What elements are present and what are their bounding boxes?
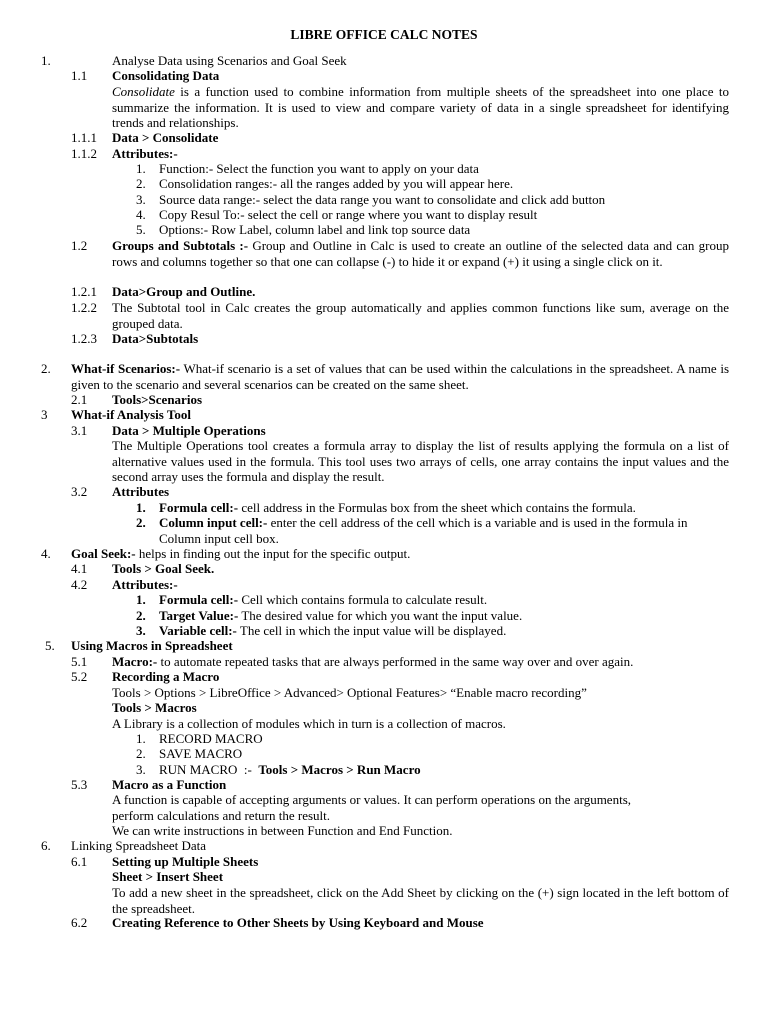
section-4-1-heading: Tools > Goal Seek. bbox=[112, 561, 215, 576]
list-item-number: 2. bbox=[136, 746, 146, 761]
section-4-2-number: 4.2 bbox=[71, 577, 88, 592]
section-4-number: 4. bbox=[41, 546, 51, 561]
section-5-2-heading: Recording a Macro bbox=[112, 669, 220, 684]
list-item-number: 5. bbox=[136, 222, 146, 237]
section-5-number: 5. bbox=[45, 638, 55, 653]
list-item-text bbox=[159, 623, 506, 639]
list-item-text: Options:- Row Label, column label and link top source data bbox=[159, 222, 471, 237]
section-1-1-1-number: 1.1.1 bbox=[71, 130, 97, 145]
run-macro-text: RUN MACRO :- bbox=[159, 762, 259, 777]
formula-cell-text: cell address in the Formulas box from the sheet which contains the formula. bbox=[238, 500, 636, 515]
section-5-1-line bbox=[112, 654, 633, 670]
section-1-heading: Analyse Data using Scenarios and Goal Seek bbox=[112, 53, 347, 68]
section-6-2-number: 6.2 bbox=[71, 915, 88, 930]
section-1-1-number: 1.1 bbox=[71, 68, 88, 83]
section-1-2-2-number: 1.2.2 bbox=[71, 300, 97, 315]
groups-subtotals-heading: Groups and Subtotals :- bbox=[112, 238, 249, 253]
formula-cell-label: Formula cell:- bbox=[159, 592, 239, 607]
list-item-text bbox=[159, 500, 636, 516]
section-6-1-heading: Setting up Multiple Sheets bbox=[112, 854, 259, 869]
goal-seek-text: helps in finding out the input for the specific output. bbox=[135, 546, 411, 561]
section-3-1-heading: Data > Multiple Operations bbox=[112, 423, 266, 438]
list-item-number: 3. bbox=[136, 762, 146, 777]
list-item-number: 2. bbox=[136, 515, 146, 530]
list-item-text: SAVE MACRO bbox=[159, 746, 243, 761]
macro-text: to automate repeated tasks that are always performed in the same way over and over again. bbox=[157, 654, 634, 669]
library-description: A Library is a collection of modules which in turn is a collection of macros. bbox=[112, 716, 506, 731]
section-3-2-number: 3.2 bbox=[71, 484, 88, 499]
tools-macros-path: Tools > Macros bbox=[112, 700, 197, 715]
page-title: LIBRE OFFICE CALC NOTES bbox=[290, 27, 478, 42]
formula-cell-text: Cell which contains formula to calculate result. bbox=[238, 592, 488, 607]
list-item-text: Copy Resul To:- select the cell or range where you want to display result bbox=[159, 207, 538, 222]
macro-heading: Macro:- bbox=[112, 654, 158, 669]
list-item-text bbox=[159, 762, 421, 778]
list-item-text bbox=[159, 592, 487, 608]
section-5-2-number: 5.2 bbox=[71, 669, 88, 684]
what-if-scenarios-text: What-if scenario is a set of values that can be used within the calculations in the spreadsheet. A name is given to the scenario and several scenarios can be created on the same sheet. bbox=[71, 361, 730, 392]
section-3-heading: What-if Analysis Tool bbox=[71, 407, 191, 422]
section-1-2-3-heading: Data>Subtotals bbox=[112, 331, 199, 346]
column-input-cell-text: enter the cell address of the cell which is a variable and is used in the formula in Column input cell box. bbox=[159, 515, 688, 546]
list-item-number: 2. bbox=[136, 176, 146, 191]
section-1-2-1-heading: Data>Group and Outline. bbox=[112, 284, 256, 299]
section-2-number: 2. bbox=[41, 361, 51, 376]
section-1-2-paragraph bbox=[112, 238, 729, 269]
section-4-line bbox=[71, 546, 410, 562]
list-item-number: 3. bbox=[136, 623, 146, 638]
variable-cell-label: Variable cell:- bbox=[159, 623, 237, 638]
section-4-2-heading: Attributes:- bbox=[112, 577, 178, 592]
what-if-scenarios-heading: What-if Scenarios:- bbox=[71, 361, 181, 376]
section-6-heading: Linking Spreadsheet Data bbox=[71, 838, 207, 853]
formula-cell-label: Formula cell:- bbox=[159, 500, 239, 515]
section-6-1-paragraph: To add a new sheet in the spreadsheet, click on the Add Sheet by clicking on the (+) sign located in the left bottom of the spreadsheet. bbox=[112, 885, 729, 916]
groups-subtotals-text: Group and Outline in Calc is used to create an outline of the selected data and can group rows and columns together so that one can collapse (-) to hide it or expand (+) it using a single click on it. bbox=[112, 238, 729, 269]
goal-seek-heading: Goal Seek:- bbox=[71, 546, 136, 561]
section-5-heading: Using Macros in Spreadsheet bbox=[71, 638, 233, 653]
list-item-text: Function:- Select the function you want to apply on your data bbox=[159, 161, 479, 176]
column-input-cell-label: Column input cell:- bbox=[159, 515, 268, 530]
target-value-label: Target Value:- bbox=[159, 608, 239, 623]
section-1-1-paragraph bbox=[112, 84, 729, 131]
list-item-text: Consolidation ranges:- all the ranges added by you will appear here. bbox=[159, 176, 514, 191]
section-1-2-2-paragraph: The Subtotal tool in Calc creates the group automatically and applies common functions like sum, average on the grouped data. bbox=[112, 300, 729, 331]
list-item-text bbox=[159, 515, 729, 546]
section-3-2-heading: Attributes bbox=[112, 484, 170, 499]
target-value-text: The desired value for which you want the input value. bbox=[238, 608, 523, 623]
section-1-1-heading: Consolidating Data bbox=[112, 68, 220, 83]
section-1-1-1-heading: Data > Consolidate bbox=[112, 130, 219, 145]
section-3-1-number: 3.1 bbox=[71, 423, 88, 438]
section-6-2-heading: Creating Reference to Other Sheets by Using Keyboard and Mouse bbox=[112, 915, 484, 930]
section-5-1-number: 5.1 bbox=[71, 654, 88, 669]
list-item-number: 3. bbox=[136, 192, 146, 207]
section-5-3-number: 5.3 bbox=[71, 777, 88, 792]
list-item-number: 1. bbox=[136, 731, 146, 746]
section-1-2-number: 1.2 bbox=[71, 238, 88, 253]
section-1-1-2-number: 1.1.2 bbox=[71, 146, 97, 161]
macro-recording-path: Tools > Options > LibreOffice > Advanced> Optional Features> “Enable macro recording” bbox=[112, 685, 587, 700]
consolidate-description: is a function used to combine information from multiple sheets of the spreadsheet into one place to summarize the information. It is used to view and compare variety of data in a single spreadsheet for identifying trends and relationships. bbox=[112, 84, 729, 130]
list-item-text: Source data range:- select the data range you want to consolidate and click add button bbox=[159, 192, 606, 207]
section-6-1-number: 6.1 bbox=[71, 854, 88, 869]
section-5-3-heading: Macro as a Function bbox=[112, 777, 227, 792]
run-macro-path: Tools > Macros > Run Macro bbox=[258, 762, 421, 777]
insert-sheet-path: Sheet > Insert Sheet bbox=[112, 869, 224, 884]
section-2-1-heading: Tools>Scenarios bbox=[112, 392, 202, 407]
section-4-1-number: 4.1 bbox=[71, 561, 88, 576]
macro-function-line-1: A function is capable of accepting arguments or values. It can perform operations on the arguments, bbox=[112, 792, 631, 807]
section-1-2-3-number: 1.2.3 bbox=[71, 331, 97, 346]
consolidate-term: Consolidate bbox=[112, 84, 175, 99]
macro-function-line-2: perform calculations and return the result. bbox=[112, 808, 331, 823]
list-item-number: 2. bbox=[136, 608, 146, 623]
list-item-number: 1. bbox=[136, 500, 146, 515]
section-1-2-1-number: 1.2.1 bbox=[71, 284, 97, 299]
list-item-number: 4. bbox=[136, 207, 146, 222]
section-2-1-number: 2.1 bbox=[71, 392, 88, 407]
section-3-1-paragraph: The Multiple Operations tool creates a formula array to display the list of results applying the formula on a list of alternative values used in the formula. This tool uses two arrays of cells, one array contains the input values and the second array uses the formula and display the result. bbox=[112, 438, 729, 484]
list-item-number: 1. bbox=[136, 592, 146, 607]
section-2-paragraph bbox=[71, 361, 729, 392]
section-1-1-2-heading: Attributes:- bbox=[112, 146, 178, 161]
variable-cell-text: The cell in which the input value will be displayed. bbox=[236, 623, 507, 638]
list-item-number: 1. bbox=[136, 161, 146, 176]
list-item-text: RECORD MACRO bbox=[159, 731, 263, 746]
section-3-number: 3 bbox=[41, 407, 48, 422]
list-item-text bbox=[159, 608, 522, 624]
macro-function-line-3: We can write instructions in between Function and End Function. bbox=[112, 823, 453, 838]
section-1-number: 1. bbox=[41, 53, 51, 68]
section-6-number: 6. bbox=[41, 838, 51, 853]
